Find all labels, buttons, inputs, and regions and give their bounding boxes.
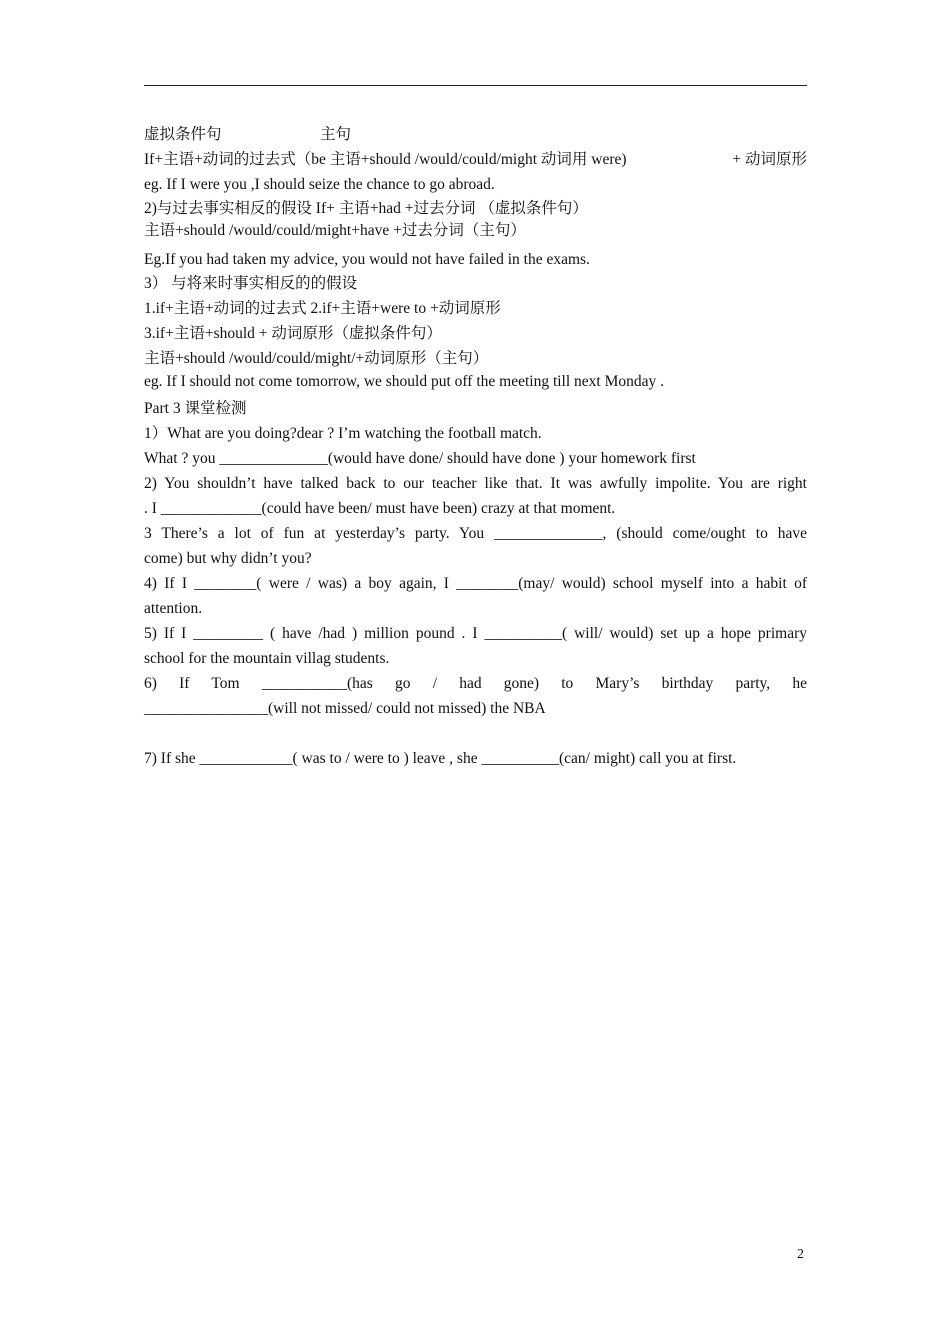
rule-future-main-clause: 主语+should /would/could/might/+动词原形（主句） (144, 350, 489, 367)
exercise-6-line-2: ________________(will not missed/ could not missed) the NBA (144, 700, 546, 717)
subjunctive-clause-label: 虚拟条件句 (144, 126, 222, 143)
rule-present-right: + 动词原形 (732, 151, 807, 168)
example-present: eg. If I were you ,I should seize the chance to go abroad. (144, 176, 495, 193)
rule-past-heading: 2)与过去事实相反的假设 If+ 主语+had +过去分词 （虚拟条件句） (144, 200, 588, 217)
rule-future-forms-1-2: 1.if+主语+动词的过去式 2.if+主语+were to +动词原形 (144, 300, 501, 317)
rule-future-heading: 3） 与将来时事实相反的的假设 (144, 275, 358, 292)
exercise-7-line: 7) If she ____________( was to / were to ) leave , she __________(can/ might) call you at first. (144, 750, 737, 767)
exercise-2-line-2: . I _____________(could have been/ must have been) crazy at that moment. (144, 500, 616, 517)
main-clause-label: 主句 (320, 126, 352, 143)
rule-future-form-3: 3.if+主语+should + 动词原形（虚拟条件句） (144, 325, 442, 342)
example-past: Eg.If you had taken my advice, you would not have failed in the exams. (144, 251, 590, 268)
exercise-3-line-1: 3 There’s a lot of fun at yesterday’s party. You ______________, (should come/ought to have (144, 525, 807, 542)
exercise-3-line-2: come) but why didn’t you? (144, 550, 312, 567)
exercise-6-line-1: 6) If Tom ___________(has go / had gone) to Mary’s birthday party, he (144, 675, 807, 692)
rule-present-line (144, 149, 807, 171)
exercise-1-line-1: 1）What are you doing?dear ? I’m watching the football match. (144, 425, 542, 442)
exercise-1-line-2: What ? you ______________(would have done/ should have done ) your homework first (144, 450, 696, 467)
exercise-4-line-1: 4) If I ________( were / was) a boy again, I ________(may/ would) school myself into a habit of (144, 575, 807, 592)
rule-past-main-clause: 主语+should /would/could/might+have +过去分词（主句） (144, 222, 526, 239)
example-future: eg. If I should not come tomorrow, we should put off the meeting till next Monday . (144, 373, 665, 390)
exercise-4-line-2: attention. (144, 600, 203, 617)
page-number: 2 (797, 1247, 804, 1262)
header-rule (144, 85, 807, 86)
subjunctive-header-line (144, 124, 807, 146)
rule-present-left: If+主语+动词的过去式（be 主语+should /would/could/might 动词用 were) (144, 151, 627, 168)
exercise-2-line-1: 2) You shouldn’t have talked back to our teacher like that. It was awfully impolite. You are right (144, 475, 807, 492)
exercise-5-line-2: school for the mountain villag students. (144, 650, 390, 667)
exercise-5-line-1: 5) If I _________ ( have /had ) million pound . I __________( will/ would) set up a hope primary (144, 625, 807, 642)
part3-heading: Part 3 课堂检测 (144, 400, 247, 417)
